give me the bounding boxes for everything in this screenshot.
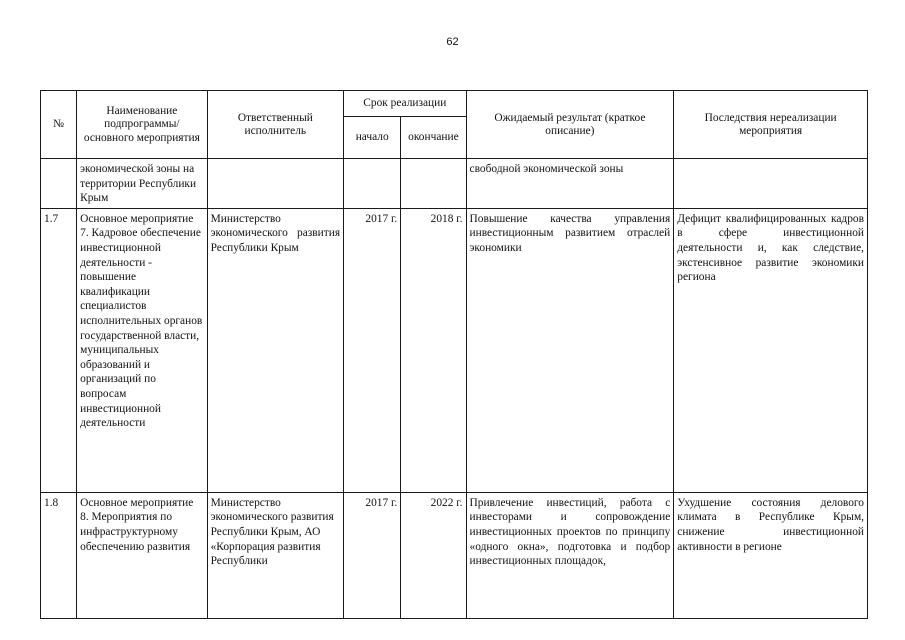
row-num: 1.8: [41, 492, 77, 618]
row-end: 2022 г.: [401, 492, 466, 618]
header-num: №: [41, 91, 77, 159]
row-name: экономической зоны на территории Республики Крым: [77, 159, 207, 209]
header-start: начало: [344, 117, 401, 159]
header-responsible: Ответственный исполнитель: [207, 91, 343, 159]
row-expected: Привлечение инвестиций, работа с инвесторами и сопровождение инвестиционных проектов по принципу «одного окна», подготовка и подбор инвестиционных площадок,: [469, 496, 671, 568]
header-period: Срок реализации: [344, 91, 466, 117]
row-name: Основное мероприятие 8. Мероприятия по инфраструктурному обеспечению развития: [80, 496, 194, 553]
row-name: Основное мероприятие 7. Кадровое обеспечение инвестиционной деятельности - повышение квалификации специалистов исполнительных органов государственной власти, муниципальных образований и организаций по вопросам инвестиционной деятельности: [77, 208, 207, 492]
row-consequences: Дефицит квалифицированных кадров в сфере инвестиционной деятельности и, как следствие, экстенсивное развитие экономики региона: [674, 208, 868, 492]
header-consequences: Последствия нереализации мероприятия: [674, 91, 868, 159]
row-start: [344, 159, 401, 209]
header-end: окончание: [401, 117, 466, 159]
program-table: [40, 90, 868, 619]
header-row: [41, 91, 868, 117]
header-expected: Ожидаемый результат (краткое описание): [466, 91, 674, 159]
table-row: [41, 159, 868, 209]
row-start: 2017 г.: [344, 208, 401, 492]
table-row: [41, 492, 868, 618]
row-end: 2018 г.: [401, 208, 466, 492]
row-start: 2017 г.: [344, 492, 401, 618]
row-responsible: [207, 159, 343, 209]
row-responsible: Министерство экономического развития Республики Крым, АО «Корпорация развития Республики: [210, 496, 334, 568]
row-expected: свободной экономической зоны: [466, 159, 674, 209]
row-num: 1.7: [41, 208, 77, 492]
row-expected: Повышение качества управления инвестиционным развитием отраслей экономики: [466, 208, 674, 492]
header-name: Наименование подпрограммы/ основного мероприятия: [77, 91, 207, 159]
row-end: [401, 159, 466, 209]
page-number: 62: [446, 36, 459, 48]
row-consequences: Ухудшение состояния делового климата в Республике Крым, снижение инвестиционной активности в регионе: [677, 496, 864, 553]
table-row: [41, 208, 868, 492]
row-responsible: Министерство экономического развития Республики Крым: [207, 208, 343, 492]
row-consequences: [674, 159, 868, 209]
row-num: [41, 159, 77, 209]
